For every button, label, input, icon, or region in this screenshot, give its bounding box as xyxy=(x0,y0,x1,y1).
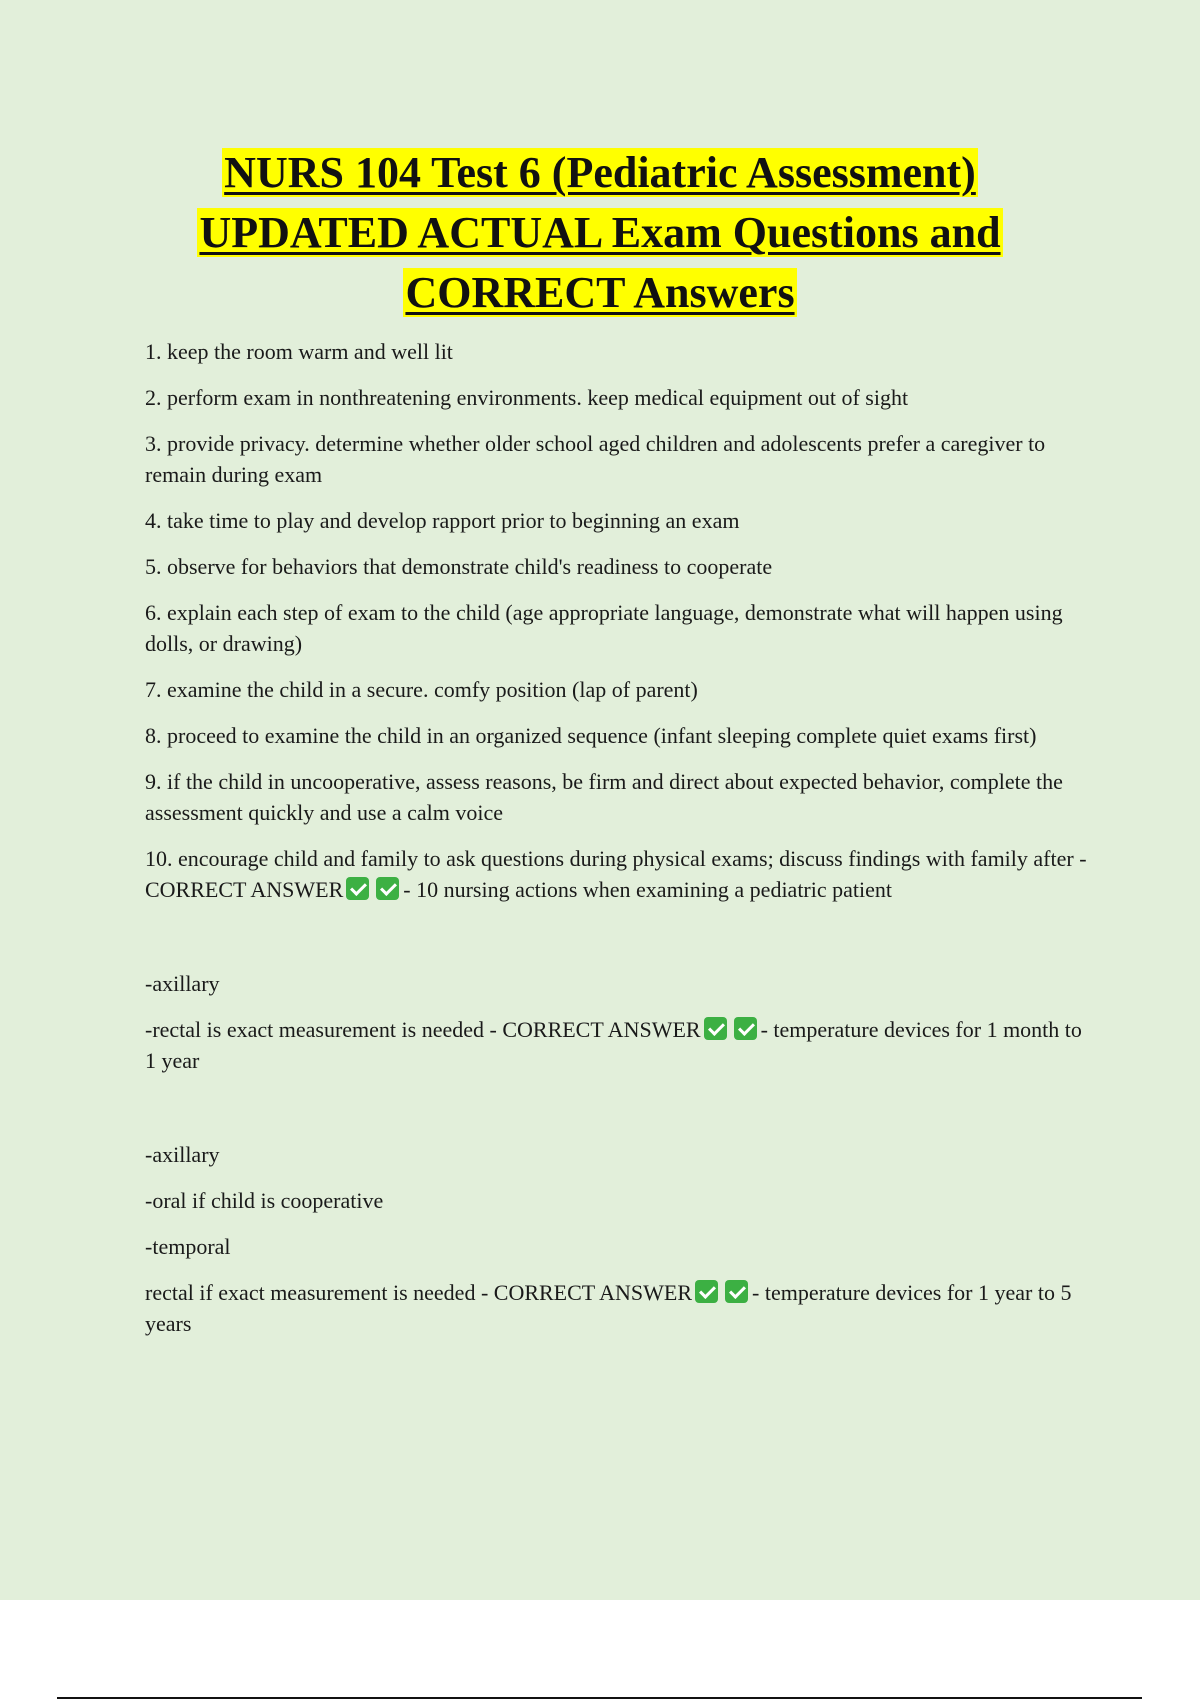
list-item: 3. provide privacy. determine whether older school aged children and adolescents prefer a caregiver to remain during exam xyxy=(145,431,1046,487)
list-item: 1. keep the room warm and well lit xyxy=(145,339,453,364)
check-box-icon xyxy=(725,1280,748,1303)
list-item: 5. observe for behaviors that demonstrate child's readiness to cooperate xyxy=(145,554,773,579)
title-line-1: NURS 104 Test 6 (Pediatric Assessment) xyxy=(224,148,976,197)
title-line-2: UPDATED ACTUAL Exam Questions and xyxy=(199,208,1001,257)
list-item: 6. explain each step of exam to the child (age appropriate language, demonstrate what will happen using dolls, or drawing) xyxy=(145,600,1063,656)
check-box-icon xyxy=(734,1017,757,1040)
answer-text: - 10 nursing actions when examining a pediatric patient xyxy=(403,877,892,902)
check-box-icon xyxy=(376,877,399,900)
question-text: -rectal is exact measurement is needed - CORRECT ANSWER xyxy=(145,1017,701,1042)
list-item: -axillary xyxy=(145,971,220,996)
list-item: 4. take time to play and develop rapport prior to beginning an exam xyxy=(145,508,740,533)
question-text: rectal if exact measurement is needed - CORRECT ANSWER xyxy=(145,1280,693,1305)
answer-text: - temperature devices for 1 month to 1 year xyxy=(145,1017,1082,1073)
qa-answer-2 xyxy=(145,1014,1090,1076)
qa-answer-1 xyxy=(145,843,1090,905)
check-box-icon xyxy=(346,877,369,900)
question-text: 10. encourage child and family to ask questions during physical exams; discuss findings with family after - CORRECT ANSWER xyxy=(145,846,1087,902)
list-item: 8. proceed to examine the child in an organized sequence (infant sleeping complete quiet exams first) xyxy=(145,723,1037,748)
check-box-icon xyxy=(695,1280,718,1303)
list-item: 7. examine the child in a secure. comfy position (lap of parent) xyxy=(145,677,698,702)
footer-divider xyxy=(57,1697,1142,1699)
list-item: -axillary xyxy=(145,1142,220,1167)
list-item: 2. perform exam in nonthreatening environments. keep medical equipment out of sight xyxy=(145,385,909,410)
title-line-3: CORRECT Answers xyxy=(405,268,795,317)
answer-text: - temperature devices for 1 year to 5 years xyxy=(145,1280,1072,1336)
document-title xyxy=(0,143,1200,323)
list-item: 9. if the child in uncooperative, assess reasons, be firm and direct about expected behavior, complete the assessment quickly and use a calm voice xyxy=(145,769,1063,825)
document-body xyxy=(145,336,1090,1354)
qa-answer-3 xyxy=(145,1277,1090,1339)
list-item: -oral if child is cooperative xyxy=(145,1188,384,1213)
list-item: -temporal xyxy=(145,1234,231,1259)
check-box-icon xyxy=(704,1017,727,1040)
